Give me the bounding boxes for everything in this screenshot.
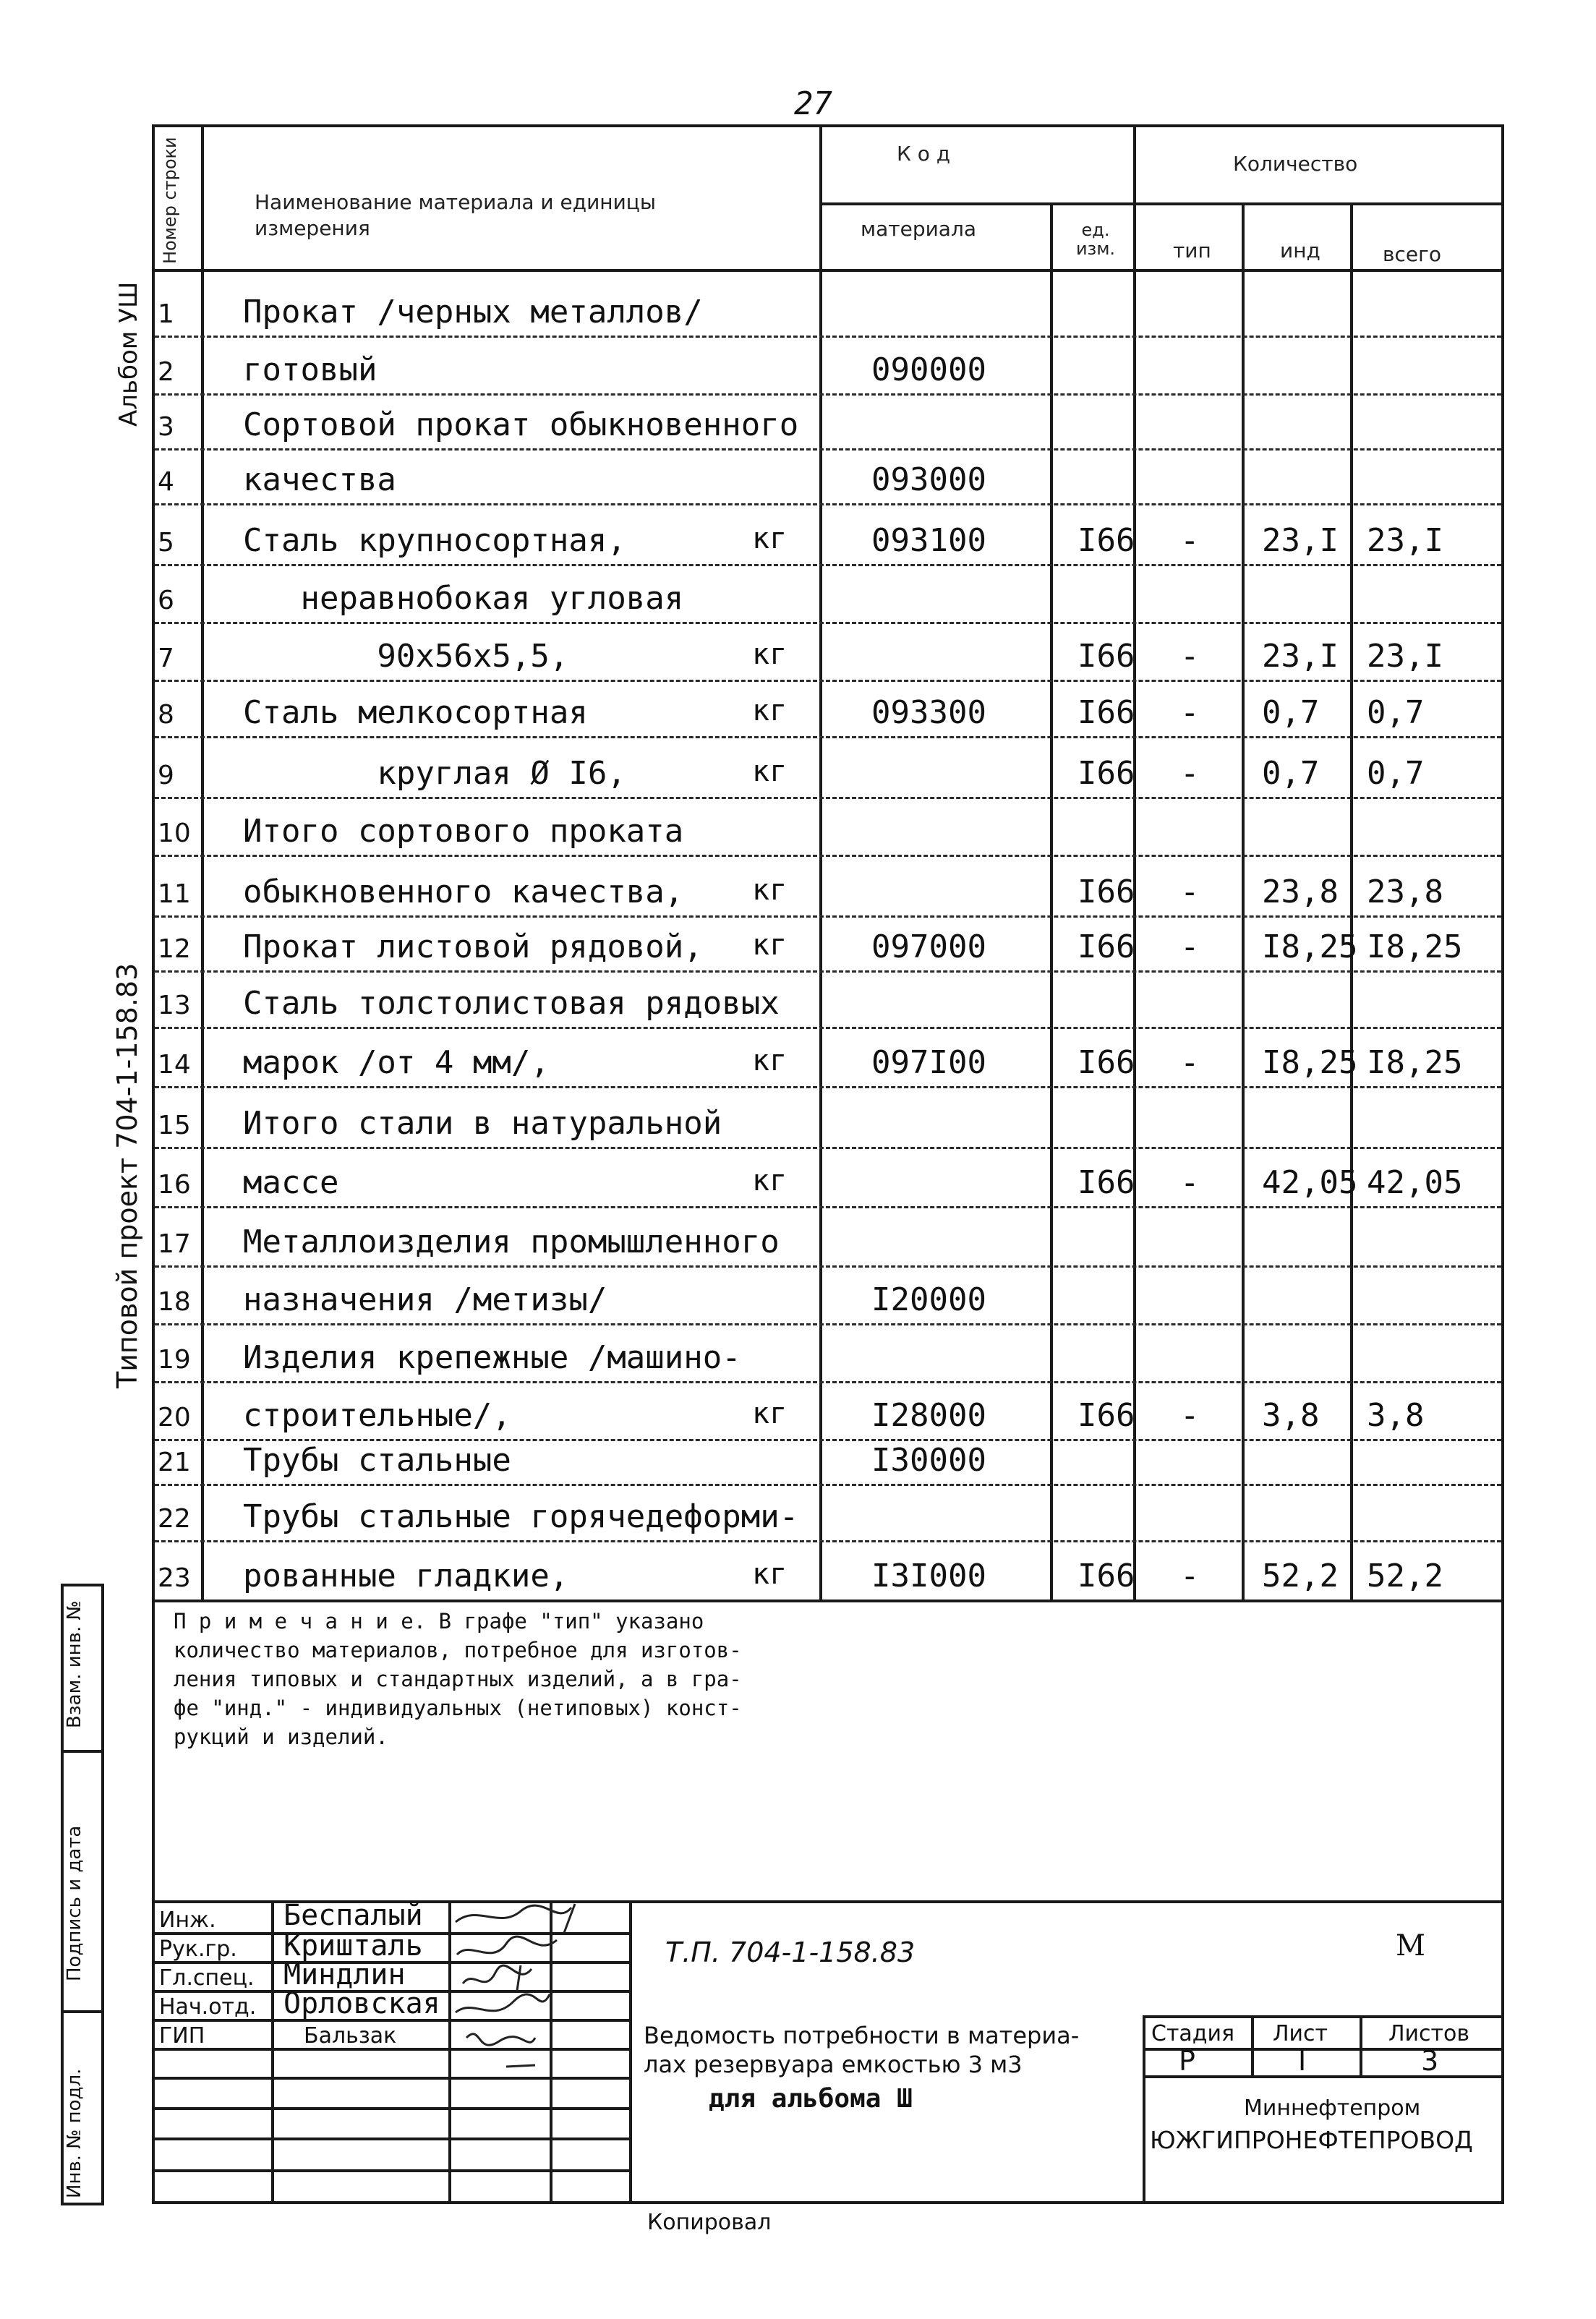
unit-code-cell: I66 [1077, 874, 1135, 910]
qty-ind-cell: 3,8 [1262, 1397, 1320, 1434]
qty-type-cell: - [1180, 694, 1200, 731]
qty-total-cell: 23,8 [1367, 874, 1443, 910]
qty-ind-cell: 23,I [1262, 638, 1339, 675]
stamp-person-name: Орловская [283, 1987, 440, 2020]
sheets-value: 3 [1421, 2045, 1439, 2077]
qty-total-cell: 0,7 [1367, 694, 1425, 731]
qty-type-cell: - [1180, 638, 1200, 675]
row-number: 23 [158, 1563, 191, 1593]
unit-label: кг [752, 638, 788, 671]
row-number: 1 [158, 299, 174, 329]
header-row-number: Номер строки [160, 137, 180, 264]
qty-total-cell: I8,25 [1367, 928, 1463, 965]
sheets-label: Листов [1388, 2021, 1470, 2046]
sheet-mark: М [1396, 1929, 1425, 1963]
qty-type-cell: - [1180, 1397, 1200, 1434]
row-number: 13 [158, 991, 191, 1020]
stage-value: Р [1179, 2045, 1195, 2077]
qty-total-cell: I8,25 [1367, 1044, 1463, 1081]
row-number: 20 [158, 1403, 191, 1432]
qty-type-cell: - [1180, 874, 1200, 910]
note-line: количество материалов, потребное для изготов- [174, 1638, 742, 1662]
sheet-title [644, 2021, 1079, 2114]
unit-code-cell: I66 [1077, 755, 1135, 792]
material-name: готовый [243, 351, 377, 388]
material-name: обыкновенного качества, [243, 874, 684, 910]
row-separator [155, 1265, 1501, 1268]
material-name: Итого сортового проката [243, 813, 684, 850]
row-number: 19 [158, 1345, 191, 1375]
row-number: 5 [158, 528, 174, 558]
material-name: Прокат листовой рядовой, [243, 928, 703, 965]
stamp-person-name: Миндлин [283, 1958, 406, 1991]
qty-total-cell: 42,05 [1367, 1164, 1463, 1201]
note [174, 1607, 742, 1751]
stamp-role: ГИП [159, 2023, 205, 2049]
note-line: рукций и изделий. [174, 1725, 388, 1749]
unit-label: кг [752, 1164, 788, 1197]
header-quantity: Количество [1233, 152, 1358, 176]
qty-type-cell: - [1180, 1164, 1200, 1201]
material-name: массе [243, 1164, 339, 1201]
material-name: Трубы стальные горячедеформи- [243, 1498, 799, 1535]
sheet-value: I [1298, 2045, 1307, 2077]
header-qty-type: тип [1173, 239, 1211, 262]
note-line: фе "инд." - индивидуальных (нетиповых) конст- [174, 1696, 742, 1720]
qty-type-cell: - [1180, 928, 1200, 965]
unit-label: кг [752, 1044, 788, 1077]
material-name: неравнобокая угловая [243, 580, 684, 617]
qty-ind-cell: 0,7 [1262, 694, 1320, 731]
material-name: качества [243, 461, 396, 498]
qty-ind-cell: I8,25 [1262, 928, 1358, 965]
row-separator [155, 448, 1501, 450]
row-separator [155, 1439, 1501, 1441]
stamp-role: Гл.спец. [159, 1965, 255, 1991]
row-separator [155, 1027, 1501, 1029]
project-margin-label: Типовой проект 704-1-158.83 [111, 962, 143, 1388]
note-line: ления типовых и стандартных изделий, а в гра- [174, 1667, 742, 1691]
material-name: Изделия крепежные /машино- [243, 1339, 741, 1376]
row-separator [155, 1484, 1501, 1486]
row-separator [155, 915, 1501, 918]
material-name: строительные/, [243, 1397, 511, 1434]
unit-code-cell: I66 [1077, 1044, 1135, 1081]
stamp-role: Нач.отд. [159, 1994, 257, 2020]
stamp-person-name: Бальзак [304, 2023, 397, 2049]
stage-label: Стадия [1151, 2021, 1235, 2046]
qty-total-cell: 23,I [1367, 638, 1443, 675]
doc-code: Т.П. 704-1-158.83 [665, 1936, 916, 1968]
material-code-cell: I28000 [871, 1397, 986, 1434]
row-separator [155, 1540, 1501, 1542]
row-separator [155, 1381, 1501, 1383]
material-code-cell: I30000 [871, 1442, 986, 1479]
row-number: 17 [158, 1229, 191, 1259]
row-number: 22 [158, 1504, 191, 1534]
row-number: 21 [158, 1448, 191, 1477]
qty-ind-cell: I8,25 [1262, 1044, 1358, 1081]
qty-ind-cell: 42,05 [1262, 1164, 1358, 1201]
unit-label: кг [752, 755, 788, 788]
header-code-unit: ед. изм. [1075, 220, 1116, 259]
unit-code-cell: I66 [1077, 1558, 1135, 1594]
stamp-role: Рук.гр. [159, 1936, 237, 1962]
unit-code-cell: I66 [1077, 1164, 1135, 1201]
note-line: П р и м е ч а н и е. В графе "тип" указано [174, 1609, 704, 1633]
row-number: 6 [158, 586, 174, 615]
material-code-cell: 093000 [871, 461, 986, 498]
album-margin-label: Альбом УШ [114, 281, 143, 427]
material-name: Трубы стальные [243, 1442, 511, 1479]
qty-ind-cell: 0,7 [1262, 755, 1320, 792]
material-name: Сталь мелкосортная [243, 694, 588, 731]
row-separator [155, 1086, 1501, 1088]
qty-total-cell: 0,7 [1367, 755, 1425, 792]
stamp-person-name: Кришталь [283, 1929, 423, 1963]
material-code-cell: 097I00 [871, 1044, 986, 1081]
row-separator [155, 680, 1501, 682]
material-code-cell: I20000 [871, 1281, 986, 1318]
row-separator [155, 1206, 1501, 1208]
stamp-role: Инж. [159, 1908, 216, 1933]
sheet-title-line: Ведомость потребности в материа- [644, 2022, 1080, 2049]
qty-total-cell: 23,I [1367, 522, 1443, 559]
row-number: 15 [158, 1111, 191, 1140]
row-separator [155, 622, 1501, 624]
material-name: Итого стали в натуральной [243, 1105, 722, 1142]
row-separator [155, 970, 1501, 973]
unit-label: кг [752, 694, 788, 727]
material-code-cell: 093100 [871, 522, 986, 559]
row-separator [155, 503, 1501, 505]
qty-ind-cell: 52,2 [1262, 1558, 1339, 1594]
material-name: марок /от 4 мм/, [243, 1044, 550, 1081]
unit-label: кг [752, 522, 788, 555]
row-number: 10 [158, 819, 191, 848]
material-name: 90x56x5,5, [243, 638, 569, 675]
qty-ind-cell: 23,8 [1262, 874, 1339, 910]
row-number: 12 [158, 934, 191, 964]
material-name: назначения /метизы/ [243, 1281, 607, 1318]
row-number: 18 [158, 1287, 191, 1317]
row-number: 8 [158, 700, 174, 730]
header-code: К о д [897, 142, 951, 166]
organization-ministry: Миннефтепром [1244, 2096, 1421, 2121]
unit-code-cell: I66 [1077, 1397, 1135, 1434]
row-number: 2 [158, 357, 174, 387]
material-code-cell: 093300 [871, 694, 986, 731]
row-number: 16 [158, 1170, 191, 1200]
qty-type-cell: - [1180, 522, 1200, 559]
stamp-person-name: Беспалый [283, 1899, 423, 1932]
unit-label: кг [752, 1558, 788, 1591]
stamp-col-label: Инв. № подл. [64, 2068, 85, 2198]
qty-type-cell: - [1180, 1044, 1200, 1081]
footer-copied: Копировал [647, 2210, 772, 2235]
page-number: 27 [794, 85, 832, 122]
organization-institute: ЮЖГИПРОНЕФТЕПРОВОД [1150, 2126, 1473, 2154]
material-name: Сталь толстолистовая рядовых [243, 985, 780, 1022]
signatures [448, 1900, 629, 2081]
qty-type-cell: - [1180, 755, 1200, 792]
unit-code-cell: I66 [1077, 522, 1135, 559]
unit-label: кг [752, 928, 788, 962]
row-number: 4 [158, 467, 174, 497]
header-qty-ind: инд [1280, 239, 1320, 262]
row-number: 11 [158, 879, 191, 909]
qty-total-cell: 3,8 [1367, 1397, 1425, 1434]
row-separator [155, 797, 1501, 799]
material-code-cell: 090000 [871, 351, 986, 388]
material-name: Сортовой прокат обыкновенного [243, 406, 799, 443]
material-name: круглая Ø I6, [243, 755, 626, 792]
row-separator [155, 855, 1501, 857]
material-name: Металлоизделия промышленного [243, 1223, 780, 1260]
material-code-cell: I3I000 [871, 1558, 986, 1594]
sheet-label: Лист [1273, 2021, 1328, 2046]
unit-label: кг [752, 1397, 788, 1430]
row-number: 7 [158, 644, 174, 673]
qty-ind-cell: 23,I [1262, 522, 1339, 559]
row-number: 3 [158, 412, 174, 442]
unit-label: кг [752, 874, 788, 907]
header-name: Наименование материала и единицы измерения [255, 190, 656, 240]
stamp-col-label: Подпись и дата [64, 1825, 85, 1981]
row-separator [155, 564, 1501, 566]
unit-code-cell: I66 [1077, 638, 1135, 675]
sheet-title-line: лах резервуара емкостью 3 м3 [644, 2051, 1023, 2078]
unit-code-cell: I66 [1077, 928, 1135, 965]
sheet-title-line: для альбома Ш [709, 2084, 913, 2114]
material-name: рованные гладкие, [243, 1558, 569, 1594]
stamp-col-label: Взам. инв. № [64, 1600, 85, 1728]
row-separator [155, 336, 1501, 338]
header-code-material: материала [861, 217, 977, 241]
unit-code-cell: I66 [1077, 694, 1135, 731]
material-code-cell: 097000 [871, 928, 986, 965]
row-separator [155, 736, 1501, 738]
row-separator [155, 393, 1501, 396]
material-name: Прокат /черных металлов/ [243, 294, 703, 330]
header-qty-total: всего [1383, 242, 1441, 266]
row-separator [155, 1147, 1501, 1149]
row-number: 14 [158, 1050, 191, 1080]
material-name: Сталь крупносортная, [243, 522, 626, 559]
row-separator [155, 1323, 1501, 1325]
qty-total-cell: 52,2 [1367, 1558, 1443, 1594]
row-number: 9 [158, 761, 174, 790]
qty-type-cell: - [1180, 1558, 1200, 1594]
